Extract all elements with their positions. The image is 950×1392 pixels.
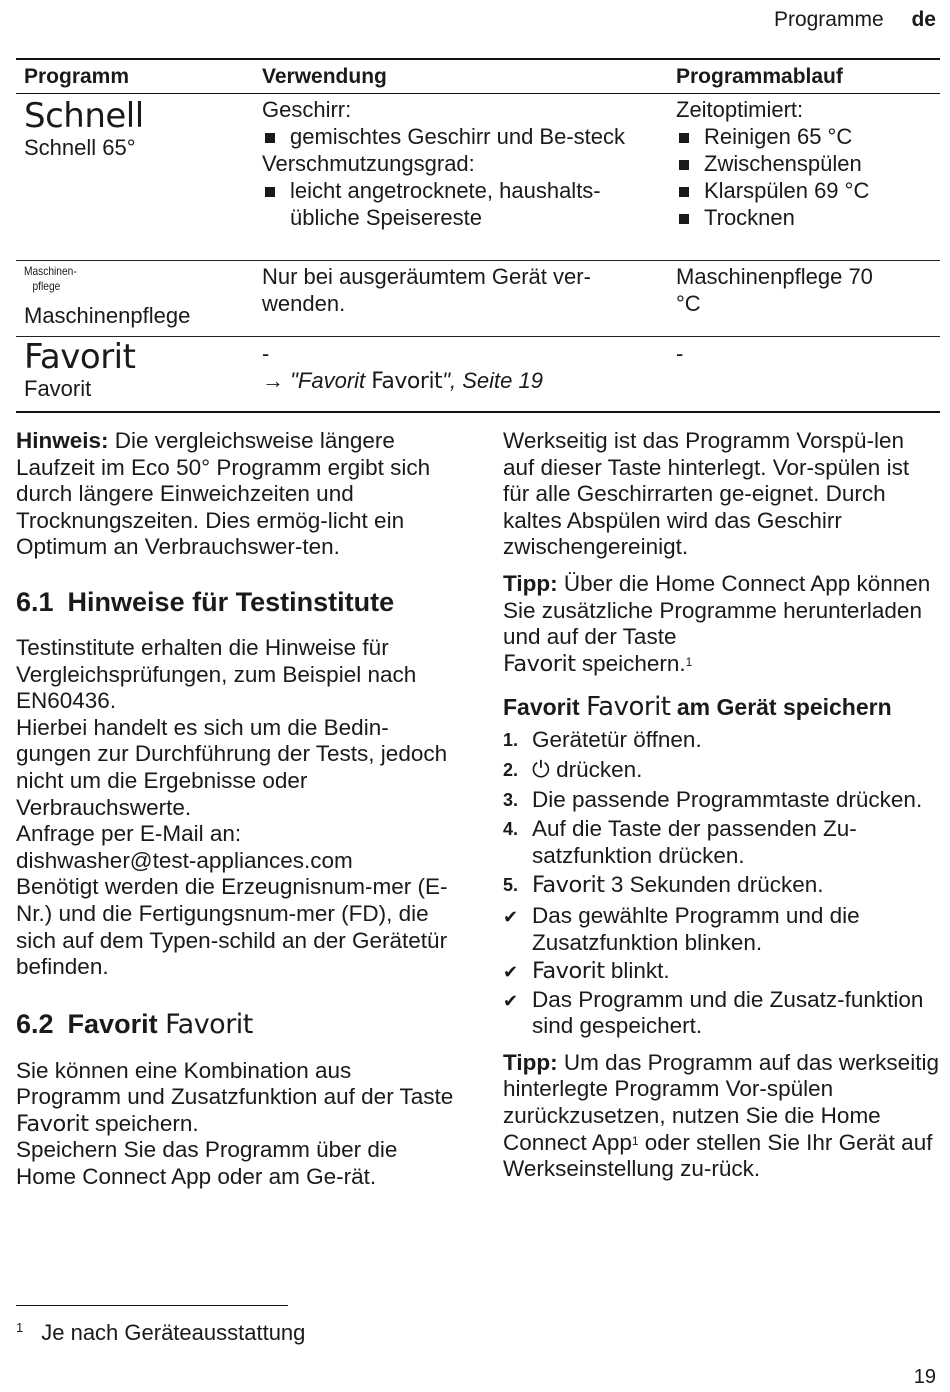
flow-list [676,123,940,231]
right-column [503,428,940,1183]
page-header [774,8,936,32]
check-icon: ✔ [503,990,519,1011]
list-item: 4. Auf die Taste der passenden Zu-satzfunktion drücken. [503,816,857,868]
program-cell [16,337,262,411]
step-list [503,727,940,899]
tip-paragraph: Tipp: Über die Home Connect App können Sie zusätzliche Programme herunterladen und auf der Taste Favorit speichern.$^1$ [503,570,931,677]
footnote-mark: 1 [16,1320,24,1335]
table-row-favorit [16,337,940,413]
email-address[interactable]: dishwasher@test-appliances.com [16,847,353,873]
paragraph: Testinstitute erhalten die Hinweise für Vergleichsprüfungen, zum Beispiel nach EN60436. [16,634,417,714]
section-heading-6-1: 6.1 Hinweise für Testinstitute [16,586,395,617]
left-column [16,428,456,1191]
header-section: Programme [773,8,884,31]
use-dash: - [262,341,270,366]
program-name: Maschinenpflege [24,303,191,328]
list-item: 3. Die passende Programmtaste drücken. [503,786,923,812]
column-header-verwendung: Verwendung [262,64,387,88]
use-cell [262,261,676,336]
check-icon: ✔ [503,906,519,927]
paragraph: Werkseitig ist das Programm Vorspü-len auf dieser Taste hinterlegt. Vor-spülen ist für alle Geschirrarten ge-eignet. Durch kaltes Abspülen wird das Geschirr zwischengereinigt. [503,428,910,560]
column-header-programmablauf: Programmablauf [676,64,843,88]
header-language: de [911,8,936,31]
program-name: Schnell 65° [24,135,136,160]
list-item: 1. Gerätetür öffnen. [503,727,702,753]
power-icon: ⏻ [532,756,550,782]
use-text: Nur bei ausgeräumtem Gerät ver-wenden. [262,264,591,316]
paragraph: Speichern Sie das Programm über die Home Connect App oder am Ge-rät. [16,1137,398,1190]
use-cell [262,337,676,411]
list-item: 5. Favorit 3 Sekunden drücken. [503,872,824,899]
program-display-label: Schnell [24,96,144,136]
arrow-right-icon: → [262,368,284,393]
use-label: Verschmutzungsgrad: [262,151,475,176]
program-cell [16,94,262,260]
tip-paragraph: Tipp: Um das Programm auf das werkseitig hinterlegte Programm Vor-spülen zurückzusetzen, nutzen Sie die Home Connect App$^1$ oder stellen Sie Ihr Gerät auf Werkseinstellung zu-rück. [503,1049,939,1182]
flow-text: Maschinenpflege 70 °C [676,264,873,316]
list-item: Zwischenspülen [676,150,940,177]
cross-reference-link[interactable]: → "Favorit Favorit", Seite 19 [262,368,543,394]
paragraph: Benötigt werden die Erzeugnisnum-mer (E-Nr.) und die Fertigungsnum-mer (FD), die sich auf dem Typen-schild an der Gerätetür befinden. [16,874,448,980]
flow-cell [676,337,940,411]
use-cell [262,94,676,260]
footnote [16,1320,305,1346]
program-table [16,58,940,413]
program-name: Favorit [24,376,92,401]
flow-text: - [676,341,684,366]
footnote-text: Je nach Geräteausstattung [41,1320,306,1345]
flow-label: Zeitoptimiert: [676,97,804,122]
program-cell [16,261,262,336]
program-display-label: Favorit [24,337,136,377]
paragraph: Sie können eine Kombination aus Programm und Zusatzfunktion auf der Taste Favorit speichern. [16,1057,454,1137]
use-list [262,123,676,150]
list-item: gemischtes Geschirr und Be-steck [262,123,630,150]
list-item: Trocknen [676,204,940,231]
use-label: Geschirr: [262,97,352,122]
table-header-row [16,58,940,94]
flow-cell [676,94,940,260]
paragraph: Anfrage per E-Mail an: [16,821,242,847]
table-row-maschinenpflege [16,261,940,337]
paragraph: Hierbei handelt es sich um die Bedin-gungen zur Durchführung der Tests, jedoch nicht um die Ergebnisse oder Verbrauchswerte. [16,714,448,820]
list-item: ✔ Das gewählte Programm und die Zusatzfunktion blinken. [503,902,860,955]
footnote-divider [16,1305,288,1306]
list-item: ✔ Das Programm und die Zusatz-funktion sind gespeichert. [503,986,924,1039]
tip-label: Tipp: [503,1049,558,1075]
flow-cell [676,261,940,336]
section-heading-6-2: 6.2 Favorit Favorit [16,1008,253,1040]
list-item: Reinigen 65 °C [676,123,940,150]
note-label: Hinweis: [16,428,109,453]
list-item: leicht angetrocknete, haushalts-übliche Speisereste [262,177,660,231]
list-item: Klarspülen 69 °C [676,177,940,204]
subheading-favorit: Favorit Favorit am Gerät speichern [503,692,892,723]
program-display-label: Maschinen- pflege [24,264,77,293]
check-icon: ✔ [503,962,519,983]
column-header-programm: Programm [24,64,130,88]
result-list [503,903,940,1040]
use-list [262,177,676,231]
page-number: 19 [913,1366,936,1388]
table-row-schnell [16,94,940,261]
note-paragraph: Hinweis: Die vergleichsweise längere Laufzeit im Eco 50° Programm ergibt sich durch längere Einweichzeiten und Trocknungszeiten. Dies ermög-licht ein Optimum an Verbrauchswer-ten. [16,428,431,560]
list-item: 2. ⏻ drücken. [503,756,643,782]
list-item: ✔ Favorit blinkt. [503,958,670,985]
tip-label: Tipp: [503,570,558,596]
